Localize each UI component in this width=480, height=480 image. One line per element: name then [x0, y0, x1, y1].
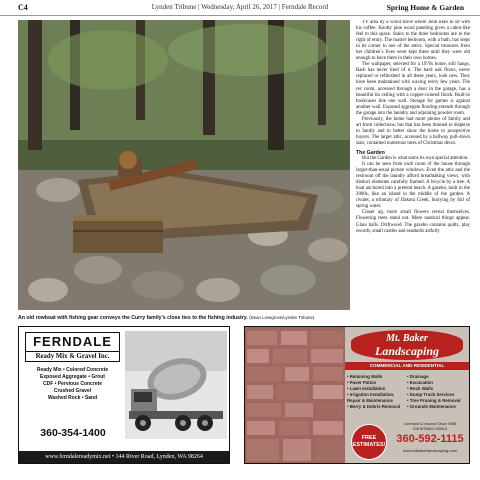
section-title: Spring Home & Garden	[386, 3, 464, 12]
article-paragraph: Closer up, more small flowers reveal themselves. Flowering trees stand out. More nautical things appear. Glass balls. Driftwood. The gazebo contains quilts, play swords, small castles and seashells artfully	[356, 210, 470, 234]
article-paragraph: It can be seen from each room of the house through larger-than-usual picture windows. Even the attic and the restroom off the laundry afford breathtaking views, with distinct elements carefully framed. A bicycle by a tree. A boat anchored into a pretend beach. A gazebo, built in the 2000s, like an island in the middle of the garden. A rivulet, a tributary of Dakota Creek, hurrying by full of spring water.	[356, 162, 470, 210]
mt-baker-logo	[351, 330, 463, 360]
photo-caption	[18, 314, 358, 322]
mt-baker-logo-line1: Mt. Baker	[386, 333, 428, 344]
mt-baker-url: www.mtbakerlandscaping.com	[402, 448, 458, 453]
product-line: CDF • Pervious Concrete	[43, 381, 102, 387]
rowboat-photo-illustration	[18, 20, 350, 310]
service-item: • Dump Truck Services	[407, 392, 455, 397]
article-paragraph: TV area by a wood stove where John likes to sit with his coffee. Knotty pine wood paneling gives a cabin-like feel to this space. Stairs to the three bedrooms are to the right of entry. The master bedroom, with a bath, has steps in its corner to one of the attics. Special treasures from her children’s lives were kept there until they were old enough to have them in their own homes.	[356, 20, 470, 62]
mt-baker-logo-line2: Landscaping	[374, 344, 439, 358]
product-line: Exposed Aggregate • Grout	[40, 374, 105, 380]
service-item: • Tree Pruning & Removal	[407, 398, 461, 403]
ferndale-logo	[25, 332, 120, 362]
page-header	[0, 0, 480, 16]
mt-baker-licensed	[393, 422, 467, 431]
publication-dateline: Lynden Tribune | Wednesday, April 26, 2017 | Ferndale Record	[151, 3, 329, 11]
badge-line: ESTIMATES!	[352, 442, 386, 448]
free-estimates-badge	[351, 424, 387, 460]
product-line: Ready Mix • Colored Concrete	[36, 367, 109, 373]
article-paragraph: Previously, the home had more photos of family and art from collections, but that has been thinned to disperse to family and to better show the home to prospective buyers. The larger attic, accessed by a hallway pull-down stair, contained numerous totes of Christmas décor.	[356, 116, 470, 146]
service-item: • Retaining Walls	[347, 374, 383, 379]
concrete-truck-image	[125, 331, 227, 439]
product-line: Washed Rock • Sand	[47, 395, 98, 401]
ferndale-tagline: Ready Mix & Gravel Inc.	[35, 353, 110, 360]
mt-baker-services	[347, 374, 467, 410]
mt-baker-info-panel	[345, 327, 469, 463]
product-line: Crushed Gravel	[53, 388, 92, 394]
badge-line: FREE	[361, 435, 377, 441]
article-column	[356, 20, 470, 320]
licensed-line: ID# MTBAKL*839L0	[412, 426, 448, 431]
ferndale-products	[25, 367, 120, 402]
photo-credit: (Dean Lovegrove/Lynden Tribune)	[249, 315, 315, 320]
rowboat-photo	[18, 20, 350, 310]
mt-baker-band: COMMERCIAL AND RESIDENTIAL	[345, 362, 469, 370]
service-item: Repair & Maintenance	[347, 398, 393, 403]
service-item: • Irrigation Installation,	[347, 392, 395, 397]
services-right-column	[407, 374, 467, 410]
service-item: • Paver Patios	[347, 380, 377, 385]
ferndale-logo-name: FERNDALE	[26, 333, 119, 352]
article-paragraph: The wallpaper, selected for a 1970s home, still hangs. Barb has never tired of it. The hard oak floors, never replaced or refinished in all these years, look new. They have been maintained with waxing every few years. The rec room, accessed through a door in the garage, has a beautiful tin ceiling with a copper-colored finish. Built-in bookcases line one wall. Storage for games is against another wall. Exposed aggregate flooring extends through the garage into the laundry and adjoining powder room.	[356, 62, 470, 116]
service-item: • Lawn Installation	[347, 386, 386, 391]
article-paragraph: But the Garden is what earns its own special attention.	[362, 155, 469, 161]
ferndale-footer: www.ferndalereadymix.net • 144 River Road, Lynden, WA 98264	[19, 451, 229, 463]
service-item: • Drainage	[407, 374, 429, 379]
service-item: • Excavation	[407, 380, 433, 385]
ferndale-ready-mix-ad	[18, 326, 230, 464]
ferndale-phone: 360-354-1400	[40, 427, 106, 439]
service-item: • Grounds Maintenance	[407, 404, 456, 409]
mt-baker-phone: 360-592-1115	[396, 433, 464, 445]
page-number: C4	[18, 3, 28, 12]
licensed-line: Licensed & Insured Since 1988	[403, 422, 457, 426]
services-left-column	[347, 374, 407, 410]
service-item: • Rock Walls	[407, 386, 434, 391]
mt-baker-landscaping-ad	[244, 326, 470, 464]
rock-wall-image	[245, 327, 345, 464]
caption-text: An old rowboat with fishing gear conveys the Curry family’s close ties to the fishing industry.	[18, 315, 248, 321]
service-item: • Berry & Debris Removal	[347, 404, 401, 409]
article-subhead: The Garden	[356, 149, 385, 156]
